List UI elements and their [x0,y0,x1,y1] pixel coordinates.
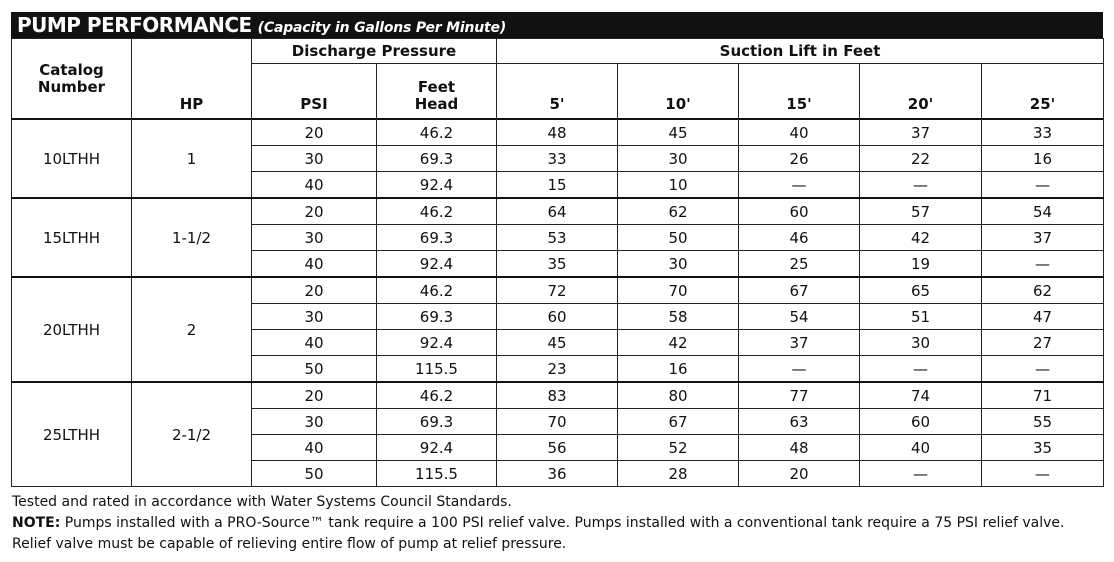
gpm-cell: 63 [739,409,860,435]
header-catalog-number-label: Catalog Number [37,60,106,96]
catalog-number-cell: 20LTHH [12,277,132,382]
psi-cell: 40 [252,172,377,199]
gpm-cell: 10 [618,172,739,199]
header-catalog-number [12,39,132,120]
gpm-cell: 70 [618,277,739,304]
header-lift-20: 20' [860,64,982,120]
psi-cell: 50 [252,461,377,487]
feet-head-cell: 115.5 [377,356,497,383]
pump-performance-table [11,38,1104,487]
gpm-cell: 45 [618,119,739,146]
psi-cell: 20 [252,198,377,225]
gpm-cell: 27 [982,330,1104,356]
gpm-cell: 80 [618,382,739,409]
table-row [12,382,1104,409]
gpm-cell: 33 [497,146,618,172]
gpm-cell: 35 [982,435,1104,461]
gpm-cell: 30 [860,330,982,356]
hp-cell: 1-1/2 [132,198,252,277]
relief-valve-note [12,513,1102,555]
gpm-cell: 50 [618,225,739,251]
gpm-cell: 16 [618,356,739,383]
gpm-cell: 67 [739,277,860,304]
hp-cell: 2 [132,277,252,382]
table-body [12,119,1104,487]
gpm-cell: 30 [618,146,739,172]
gpm-cell: 60 [739,198,860,225]
gpm-cell: 35 [497,251,618,278]
gpm-cell: 40 [739,119,860,146]
gpm-cell: 62 [618,198,739,225]
feet-head-cell: 92.4 [377,330,497,356]
gpm-cell: 54 [982,198,1104,225]
psi-cell: 40 [252,435,377,461]
catalog-number-cell: 10LTHH [12,119,132,198]
header-hp: HP [132,39,252,120]
gpm-cell: — [982,356,1104,383]
header-psi: PSI [252,64,377,120]
gpm-cell: 55 [982,409,1104,435]
gpm-cell: 77 [739,382,860,409]
feet-head-cell: 46.2 [377,119,497,146]
psi-cell: 20 [252,119,377,146]
gpm-cell: 28 [618,461,739,487]
header-lift-10: 10' [618,64,739,120]
hp-cell: 2-1/2 [132,382,252,487]
footnotes [12,492,1102,555]
table-subtitle: (Capacity in Gallons Per Minute) [257,20,507,36]
feet-head-cell: 69.3 [377,409,497,435]
header-lift-25: 25' [982,64,1104,120]
gpm-cell: — [860,356,982,383]
psi-cell: 40 [252,251,377,278]
gpm-cell: 47 [982,304,1104,330]
table-title: PUMP PERFORMANCE [17,13,252,37]
feet-head-cell: 46.2 [377,382,497,409]
feet-head-cell: 69.3 [377,146,497,172]
psi-cell: 30 [252,304,377,330]
gpm-cell: 48 [739,435,860,461]
gpm-cell: 22 [860,146,982,172]
gpm-cell: 62 [982,277,1104,304]
psi-cell: 40 [252,330,377,356]
psi-cell: 30 [252,225,377,251]
gpm-cell: 56 [497,435,618,461]
note-label: NOTE: [12,515,61,531]
gpm-cell: 65 [860,277,982,304]
feet-head-cell: 92.4 [377,251,497,278]
psi-cell: 30 [252,409,377,435]
gpm-cell: 83 [497,382,618,409]
feet-head-cell: 92.4 [377,435,497,461]
gpm-cell: — [860,172,982,199]
gpm-cell: 74 [860,382,982,409]
gpm-cell: — [982,461,1104,487]
table-row [12,198,1104,225]
psi-cell: 30 [252,146,377,172]
gpm-cell: 19 [860,251,982,278]
feet-head-cell: 46.2 [377,277,497,304]
gpm-cell: — [860,461,982,487]
gpm-cell: 26 [739,146,860,172]
header-lift-15: 15' [739,64,860,120]
feet-head-cell: 69.3 [377,225,497,251]
psi-cell: 20 [252,277,377,304]
header-discharge-pressure: Discharge Pressure [252,39,497,64]
gpm-cell: 45 [497,330,618,356]
gpm-cell: 20 [739,461,860,487]
gpm-cell: 25 [739,251,860,278]
gpm-cell: 37 [982,225,1104,251]
gpm-cell: — [982,172,1104,199]
catalog-number-cell: 15LTHH [12,198,132,277]
gpm-cell: 46 [739,225,860,251]
gpm-cell: — [982,251,1104,278]
table-row [12,277,1104,304]
gpm-cell: 36 [497,461,618,487]
gpm-cell: 70 [497,409,618,435]
gpm-cell: 71 [982,382,1104,409]
gpm-cell: 57 [860,198,982,225]
gpm-cell: — [739,356,860,383]
gpm-cell: 37 [860,119,982,146]
gpm-cell: 40 [860,435,982,461]
header-feet-head-label: Feet Head [414,78,459,113]
feet-head-cell: 92.4 [377,172,497,199]
gpm-cell: 23 [497,356,618,383]
gpm-cell: 54 [739,304,860,330]
gpm-cell: 52 [618,435,739,461]
table-row [12,119,1104,146]
gpm-cell: 72 [497,277,618,304]
gpm-cell: 51 [860,304,982,330]
table-title-bar [11,12,1103,38]
feet-head-cell: 46.2 [377,198,497,225]
hp-cell: 1 [132,119,252,198]
gpm-cell: 48 [497,119,618,146]
psi-cell: 20 [252,382,377,409]
note-text: Pumps installed with a PRO-Source™ tank require a 100 PSI relief valve. Pumps installed with a conventional tank require a 75 PSI relief valve. Relief valve must be capable of relieving entire flow of pump at relief pressure. [12,515,1065,552]
gpm-cell: 42 [860,225,982,251]
gpm-cell: 60 [860,409,982,435]
gpm-cell: 53 [497,225,618,251]
gpm-cell: 58 [618,304,739,330]
gpm-cell: 60 [497,304,618,330]
gpm-cell: 16 [982,146,1104,172]
psi-cell: 50 [252,356,377,383]
gpm-cell: 30 [618,251,739,278]
header-feet-head [377,64,497,120]
gpm-cell: — [739,172,860,199]
tested-statement: Tested and rated in accordance with Water Systems Council Standards. [12,494,512,510]
feet-head-cell: 69.3 [377,304,497,330]
header-lift-5: 5' [497,64,618,120]
gpm-cell: 67 [618,409,739,435]
gpm-cell: 15 [497,172,618,199]
gpm-cell: 42 [618,330,739,356]
pump-performance-table-container [11,12,1103,487]
catalog-number-cell: 25LTHH [12,382,132,487]
gpm-cell: 33 [982,119,1104,146]
header-suction-lift: Suction Lift in Feet [497,39,1104,64]
gpm-cell: 37 [739,330,860,356]
feet-head-cell: 115.5 [377,461,497,487]
gpm-cell: 64 [497,198,618,225]
